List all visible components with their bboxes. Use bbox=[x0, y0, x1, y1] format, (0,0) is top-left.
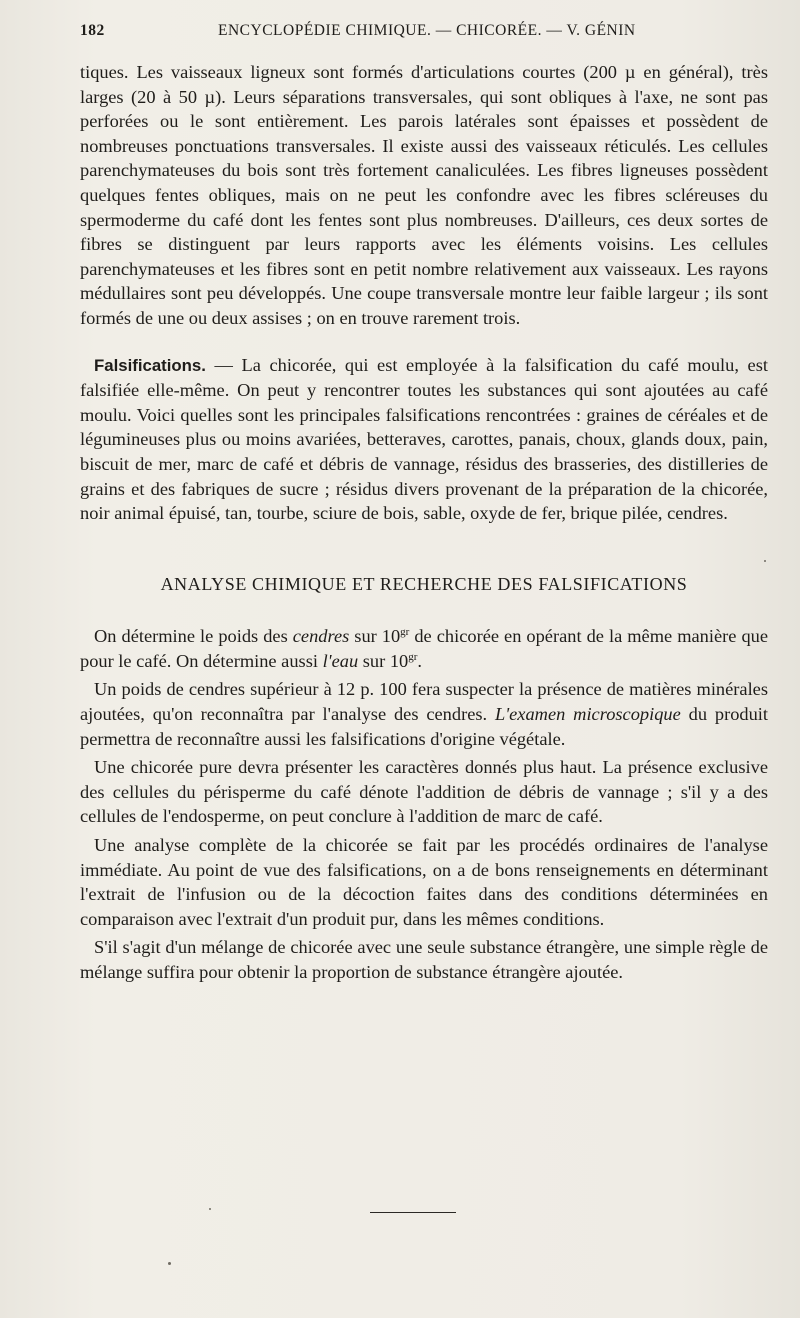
text-run: du produit permettra de reconnaître aussi les falsifications d'origine végétale. bbox=[80, 704, 768, 749]
text-run: sur 10 bbox=[358, 650, 409, 671]
falsifications-heading: Falsifications. bbox=[94, 355, 206, 375]
section-heading: ANALYSE CHIMIQUE ET RECHERCHE DES FALSIFICATIONS bbox=[160, 573, 688, 594]
text-run: de chicorée en opérant de la même manière que pour le café. On détermine aussi bbox=[80, 626, 768, 671]
body-text bbox=[80, 60, 768, 985]
paragraph-falsifications bbox=[80, 353, 768, 526]
italic-cendres: cendres bbox=[292, 626, 350, 647]
unit-superscript: gr bbox=[400, 626, 410, 639]
paragraph-ash-water bbox=[80, 624, 768, 673]
print-speck bbox=[764, 560, 766, 562]
page-number: 182 bbox=[80, 22, 105, 39]
running-head bbox=[80, 22, 768, 44]
running-title: ENCYCLOPÉDIE CHIMIQUE. — CHICORÉE. — V. GÉNIN bbox=[218, 22, 636, 39]
paragraph-ash-weight bbox=[80, 677, 768, 751]
falsifications-text: — La chicorée, qui est employée à la falsification du café moulu, est falsifiée elle-même. On peut y rencontrer toutes les substances qui sont ajoutées au café moulu. Voici quelles sont les principales falsifications rencontrées : graines de céréales et de légumineuses plus ou moins avariées, betteraves, carottes, panais, choux, glands doux, pain, biscuit de mer, marc de café et débris de vannage, résidus des brasseries, des distilleries de grains et des fabriques de sucre ; résidus divers provenant de la préparation de la chicorée, noir animal épuisé, tan, tourbe, sciure de bois, sable, oxyde de fer, brique pilée, cendres. bbox=[80, 354, 768, 524]
paragraph-pure-chicory: Une chicorée pure devra présenter les caractères donnés plus haut. La présence exclusive des cellules du périsperme du café dénote l'addition de débris de vannage ; s'il y a des cellules de l'endosperme, on peut conclure à l'addition de marc de café. bbox=[80, 757, 768, 827]
italic-eau: l'eau bbox=[322, 650, 359, 671]
text-run: . bbox=[417, 650, 423, 671]
italic-examen: L'examen microscopique bbox=[494, 704, 681, 725]
end-rule bbox=[370, 1212, 456, 1213]
text-run: sur 10 bbox=[349, 626, 401, 647]
print-speck bbox=[209, 1208, 211, 1210]
paragraph-vessels: tiques. Les vaisseaux ligneux sont formés d'articulations courtes (200 µ en général), très larges (20 à 50 µ). Leurs séparations transversales, qui sont obliques à l'axe, ne sont pas perforées ou le sont entièrement. Les parois latérales sont épaisses et possèdent de nombreuses ponctuations transversales. Il existe aussi des vaisseaux réticulés. Les cellules parenchymateuses du bois sont très fortement canaliculées. Les fibres ligneuses possèdent quelques fentes obliques, mais on ne peut les confondre avec les fibres scléreuses du spermoderme du café dont les fentes sont plus nombreuses. D'ailleurs, ces deux sortes de fibres se distinguent par leurs rapports avec les éléments voisins. Les cellules parenchymateuses et les fibres sont en petit nombre relativement aux vaisseaux. Les rayons médullaires sont peu développés. Une coupe transversale montre leur faible largeur ; ils sont formés de une ou deux assises ; on en trouve rarement trois. bbox=[80, 62, 768, 328]
unit-superscript: gr bbox=[408, 650, 418, 663]
print-speck bbox=[168, 1262, 171, 1265]
text-run: Un poids de cendres supérieur à 12 p. 100 fera suspecter la présence de matières minérales ajoutées, qu'on reconnaîtra par l'analyse des cendres. bbox=[80, 679, 768, 725]
paragraph-mixture-rule: S'il s'agit d'un mélange de chicorée avec une seule substance étrangère, une simple règle de mélange suffira pour obtenir la proportion de substance étrangère ajoutée. bbox=[80, 937, 768, 982]
paragraph-complete-analysis: Une analyse complète de la chicorée se fait par les procédés ordinaires de l'analyse immédiate. Au point de vue des falsifications, on a de bons renseignements en déterminant l'extrait de l'infusion ou de la décoction faites dans des conditions déterminées en comparaison avec l'extrait d'un produit pur, dans les mêmes conditions. bbox=[80, 835, 768, 929]
text-run: On détermine le poids des bbox=[94, 626, 293, 647]
